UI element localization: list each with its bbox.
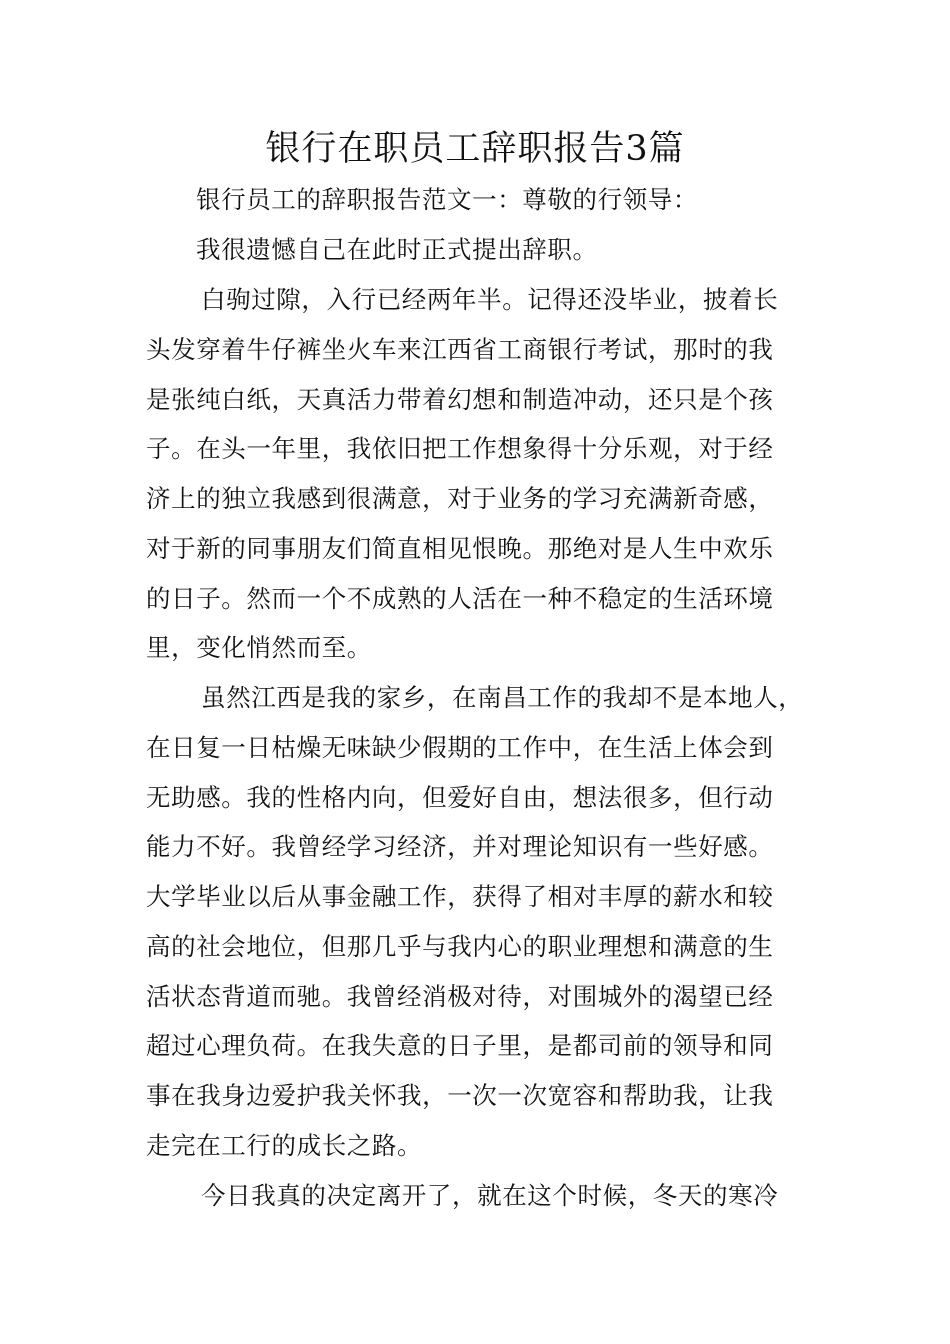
- paragraph-line: 里，变化悄然而至。: [146, 633, 372, 662]
- paragraph-line: 头发穿着牛仔裤坐火车来江西省工商银行考试，那时的我: [146, 335, 774, 364]
- paragraph-line: 白驹过隙，入行已经两年半。记得还没毕业，披着长: [201, 285, 779, 314]
- paragraph-line: 今日我真的决定离开了，就在这个时候，冬天的寒冷: [201, 1181, 779, 1210]
- paragraph-line: 子。在头一年里，我依旧把工作想象得十分乐观，对于经: [146, 434, 774, 463]
- paragraph-line: 的日子。然而一个不成熟的人活在一种不稳定的生活环境: [146, 584, 774, 613]
- paragraph-line: 是张纯白纸，天真活力带着幻想和制造冲动，还只是个孩: [146, 385, 774, 414]
- paragraph-line: 无助感。我的性格内向，但爱好自由，想法很多，但行动: [146, 783, 774, 812]
- paragraph-line: 银行员工的辞职报告范文一：尊敬的行领导：: [196, 185, 698, 214]
- paragraph-line: 能力不好。我曾经学习经济，并对理论知识有一些好感。: [146, 832, 774, 861]
- paragraph-line: 活状态背道而驰。我曾经消极对待，对围城外的渴望已经: [146, 982, 774, 1011]
- paragraph-line: 虽然江西是我的家乡，在南昌工作的我却不是本地人，: [201, 683, 804, 712]
- paragraph-line: 事在我身边爱护我关怀我，一次一次宽容和帮助我，让我: [146, 1081, 774, 1110]
- paragraph-line: 走完在工行的成长之路。: [146, 1131, 423, 1160]
- paragraph-line: 我很遗憾自己在此时正式提出辞职。: [196, 235, 598, 264]
- paragraph-line: 在日复一日枯燥无味缺少假期的工作中，在生活上体会到: [146, 733, 774, 762]
- paragraph-line: 超过心理负荷。在我失意的日子里，是都司前的领导和同: [146, 1031, 774, 1060]
- paragraph-line: 对于新的同事朋友们简直相见恨晚。那绝对是人生中欢乐: [146, 534, 774, 563]
- document-title: 银行在职员工辞职报告3篇: [265, 129, 685, 169]
- paragraph-line: 济上的独立我感到很满意，对于业务的学习充满新奇感，: [146, 484, 774, 513]
- paragraph-line: 大学毕业以后从事金融工作，获得了相对丰厚的薪水和较: [146, 882, 774, 911]
- paragraph-line: 高的社会地位，但那几乎与我内心的职业理想和满意的生: [146, 932, 774, 961]
